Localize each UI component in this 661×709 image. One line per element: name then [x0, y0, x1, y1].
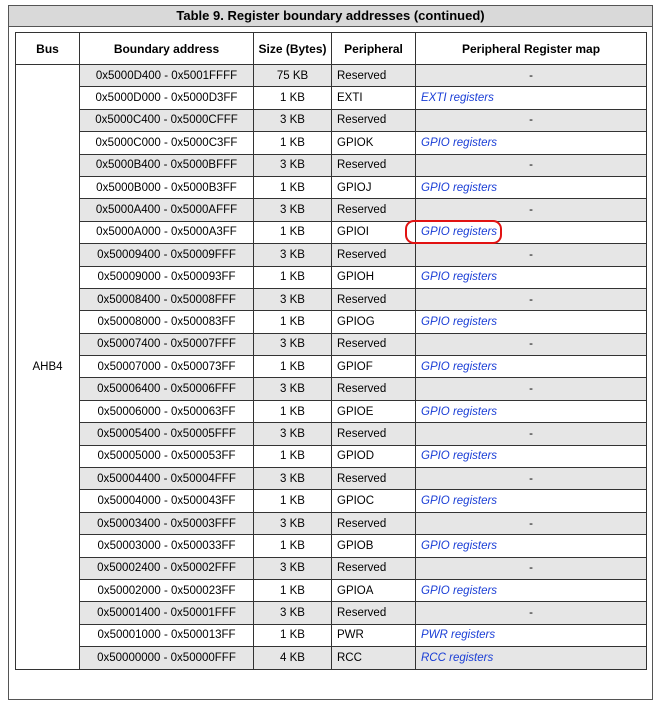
register-map-link[interactable]: RCC registers [421, 651, 494, 664]
peripheral-cell: Reserved [332, 378, 416, 400]
size-cell: 1 KB [254, 400, 332, 422]
register-map-cell [416, 221, 647, 243]
peripheral-cell: GPIOD [332, 445, 416, 467]
boundary-address-cell: 0x5000D000 - 0x5000D3FF [80, 87, 254, 109]
peripheral-cell: Reserved [332, 602, 416, 624]
boundary-address-cell: 0x50005400 - 0x50005FFF [80, 423, 254, 445]
boundary-address-cell: 0x50006000 - 0x500063FF [80, 400, 254, 422]
table-row [16, 154, 647, 176]
peripheral-cell: Reserved [332, 288, 416, 310]
boundary-address-cell: 0x50008000 - 0x500083FF [80, 311, 254, 333]
boundary-address-cell: 0x50006400 - 0x50006FFF [80, 378, 254, 400]
boundary-address-cell: 0x50008400 - 0x50008FFF [80, 288, 254, 310]
boundary-address-cell: 0x50004000 - 0x500043FF [80, 490, 254, 512]
table-row [16, 356, 647, 378]
register-map-cell [416, 624, 647, 646]
register-map-cell [416, 579, 647, 601]
register-map-link[interactable]: GPIO registers [421, 271, 498, 284]
boundary-address-cell: 0x50003000 - 0x500033FF [80, 535, 254, 557]
register-map-link[interactable]: GPIO registers [421, 315, 498, 328]
table-row [16, 445, 647, 467]
peripheral-cell: Reserved [332, 109, 416, 131]
boundary-address-cell: 0x5000C000 - 0x5000C3FF [80, 132, 254, 154]
register-map-cell [416, 266, 647, 288]
table-row [16, 109, 647, 131]
size-cell: 3 KB [254, 423, 332, 445]
size-cell: 3 KB [254, 154, 332, 176]
register-map-cell [416, 647, 647, 669]
register-map-cell [416, 132, 647, 154]
boundary-address-cell: 0x50001000 - 0x500013FF [80, 624, 254, 646]
peripheral-cell: Reserved [332, 468, 416, 490]
peripheral-cell: GPIOF [332, 356, 416, 378]
boundary-address-cell: 0x5000A400 - 0x5000AFFF [80, 199, 254, 221]
register-map-link[interactable]: EXTI registers [421, 92, 494, 105]
size-cell: 3 KB [254, 378, 332, 400]
table-row [16, 176, 647, 198]
register-map-cell: - [416, 512, 647, 534]
register-map-link[interactable]: GPIO registers [421, 226, 498, 239]
table-row [16, 311, 647, 333]
register-map-cell [416, 176, 647, 198]
table-row [16, 535, 647, 557]
table-row [16, 266, 647, 288]
peripheral-cell: Reserved [332, 154, 416, 176]
table-row [16, 512, 647, 534]
register-map-link[interactable]: GPIO registers [421, 405, 498, 418]
register-map-cell [416, 356, 647, 378]
peripheral-cell: Reserved [332, 512, 416, 534]
size-cell: 3 KB [254, 468, 332, 490]
boundary-address-cell: 0x5000C400 - 0x5000CFFF [80, 109, 254, 131]
table-row [16, 490, 647, 512]
table-frame [8, 5, 653, 700]
register-map-cell: - [416, 109, 647, 131]
register-map-cell [416, 87, 647, 109]
register-map-link[interactable]: GPIO registers [421, 539, 498, 552]
boundary-address-cell: 0x50001400 - 0x50001FFF [80, 602, 254, 624]
peripheral-cell: EXTI [332, 87, 416, 109]
register-map-link[interactable]: GPIO registers [421, 181, 498, 194]
size-cell: 1 KB [254, 535, 332, 557]
size-cell: 1 KB [254, 176, 332, 198]
size-cell: 3 KB [254, 244, 332, 266]
boundary-address-cell: 0x50004400 - 0x50004FFF [80, 468, 254, 490]
table-row [16, 87, 647, 109]
boundary-address-cell: 0x5000B400 - 0x5000BFFF [80, 154, 254, 176]
size-cell: 3 KB [254, 602, 332, 624]
size-cell: 3 KB [254, 109, 332, 131]
peripheral-cell: Reserved [332, 199, 416, 221]
table-title: Table 9. Register boundary addresses (continued) [9, 6, 652, 27]
table-row [16, 288, 647, 310]
table-row [16, 65, 647, 87]
size-cell: 1 KB [254, 266, 332, 288]
size-cell: 1 KB [254, 221, 332, 243]
size-cell: 1 KB [254, 579, 332, 601]
register-map-cell [416, 490, 647, 512]
size-cell: 3 KB [254, 512, 332, 534]
table-row [16, 579, 647, 601]
register-map-cell: - [416, 199, 647, 221]
boundary-address-cell: 0x50000000 - 0x50000FFF [80, 647, 254, 669]
bus-cell: AHB4 [16, 65, 80, 670]
peripheral-cell: GPIOK [332, 132, 416, 154]
peripheral-cell: GPIOJ [332, 176, 416, 198]
register-map-cell [416, 311, 647, 333]
peripheral-cell: GPIOE [332, 400, 416, 422]
register-map-link[interactable]: GPIO registers [421, 360, 498, 373]
register-map-link[interactable]: GPIO registers [421, 495, 498, 508]
boundary-address-cell: 0x50002400 - 0x50002FFF [80, 557, 254, 579]
register-map-cell: - [416, 154, 647, 176]
table-row [16, 647, 647, 669]
table-row [16, 333, 647, 355]
boundary-address-cell: 0x5000A000 - 0x5000A3FF [80, 221, 254, 243]
size-cell: 1 KB [254, 445, 332, 467]
register-map-cell: - [416, 65, 647, 87]
size-cell: 1 KB [254, 624, 332, 646]
size-cell: 3 KB [254, 333, 332, 355]
size-cell: 3 KB [254, 557, 332, 579]
size-cell: 3 KB [254, 288, 332, 310]
size-cell: 1 KB [254, 490, 332, 512]
register-map-cell: - [416, 468, 647, 490]
peripheral-cell: Reserved [332, 333, 416, 355]
register-map-cell: - [416, 602, 647, 624]
size-cell: 1 KB [254, 356, 332, 378]
register-map-link[interactable]: GPIO registers [421, 450, 498, 463]
peripheral-cell: GPIOG [332, 311, 416, 333]
register-map-cell: - [416, 557, 647, 579]
boundary-address-cell: 0x50007400 - 0x50007FFF [80, 333, 254, 355]
table-row [16, 132, 647, 154]
register-map-cell: - [416, 244, 647, 266]
register-map-cell: - [416, 423, 647, 445]
col-header-peripheral: Peripheral [332, 33, 416, 65]
register-table [15, 32, 647, 670]
peripheral-cell: RCC [332, 647, 416, 669]
boundary-address-cell: 0x50005000 - 0x500053FF [80, 445, 254, 467]
table-row [16, 244, 647, 266]
table-body [16, 65, 647, 670]
size-cell: 75 KB [254, 65, 332, 87]
register-map-link[interactable]: GPIO registers [421, 584, 498, 597]
boundary-address-cell: 0x50003400 - 0x50003FFF [80, 512, 254, 534]
size-cell: 1 KB [254, 132, 332, 154]
boundary-address-cell: 0x5000B000 - 0x5000B3FF [80, 176, 254, 198]
peripheral-cell: GPIOA [332, 579, 416, 601]
table-row [16, 602, 647, 624]
table-row [16, 423, 647, 445]
boundary-address-cell: 0x50009000 - 0x500093FF [80, 266, 254, 288]
peripheral-cell: PWR [332, 624, 416, 646]
col-header-boundary-address: Boundary address [80, 33, 254, 65]
register-map-cell: - [416, 333, 647, 355]
register-map-cell: - [416, 288, 647, 310]
size-cell: 3 KB [254, 199, 332, 221]
peripheral-cell: GPIOB [332, 535, 416, 557]
register-map-link[interactable]: GPIO registers [421, 136, 498, 149]
peripheral-cell: Reserved [332, 557, 416, 579]
table-row [16, 199, 647, 221]
size-cell: 4 KB [254, 647, 332, 669]
table-row [16, 557, 647, 579]
size-cell: 1 KB [254, 311, 332, 333]
register-map-cell [416, 535, 647, 557]
table-row [16, 221, 647, 243]
table-row [16, 468, 647, 490]
boundary-address-cell: 0x50002000 - 0x500023FF [80, 579, 254, 601]
peripheral-cell: Reserved [332, 65, 416, 87]
table-row [16, 400, 647, 422]
peripheral-cell: Reserved [332, 244, 416, 266]
table-row [16, 378, 647, 400]
register-map-link[interactable]: PWR registers [421, 629, 496, 642]
peripheral-cell: GPIOC [332, 490, 416, 512]
register-map-cell [416, 445, 647, 467]
boundary-address-cell: 0x5000D400 - 0x5001FFFF [80, 65, 254, 87]
header-row [16, 33, 647, 65]
register-map-cell: - [416, 378, 647, 400]
register-map-cell [416, 400, 647, 422]
peripheral-cell: Reserved [332, 423, 416, 445]
peripheral-cell: GPIOI [332, 221, 416, 243]
boundary-address-cell: 0x50007000 - 0x500073FF [80, 356, 254, 378]
col-header-bus: Bus [16, 33, 80, 65]
col-header-size: Size (Bytes) [254, 33, 332, 65]
table-row [16, 624, 647, 646]
peripheral-cell: GPIOH [332, 266, 416, 288]
boundary-address-cell: 0x50009400 - 0x50009FFF [80, 244, 254, 266]
col-header-register-map: Peripheral Register map [416, 33, 647, 65]
size-cell: 1 KB [254, 87, 332, 109]
